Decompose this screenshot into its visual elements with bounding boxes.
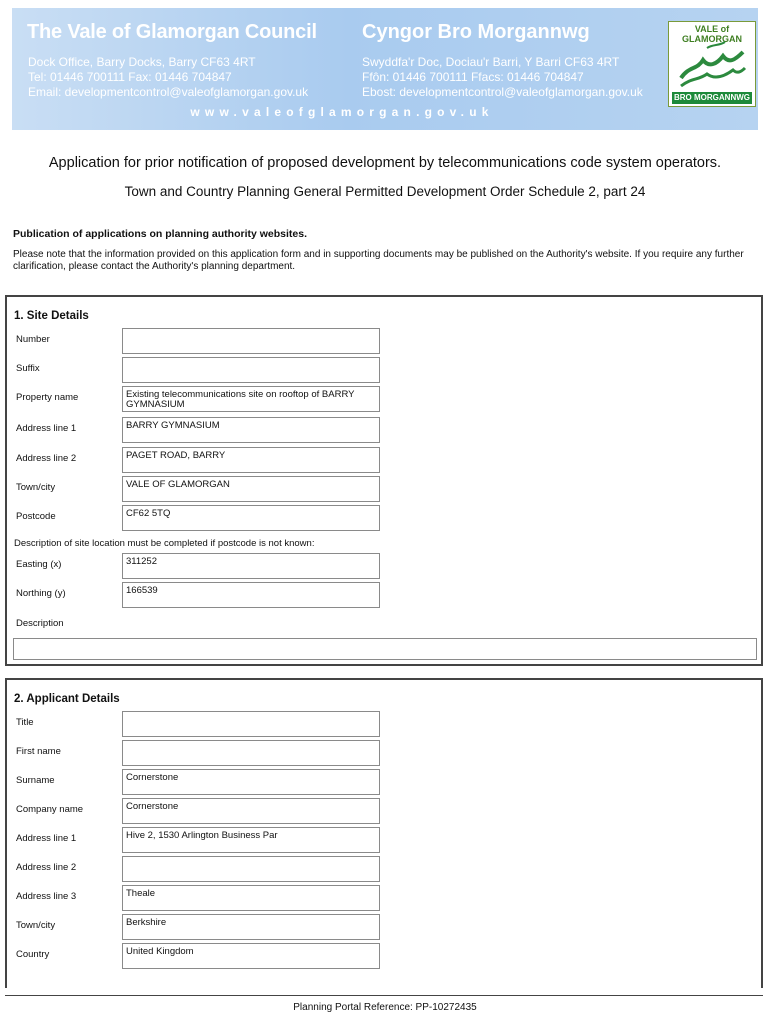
section-title: 2. Applicant Details xyxy=(14,693,120,705)
site-number-row: Number xyxy=(7,328,761,354)
section-title: 1. Site Details xyxy=(14,310,89,322)
council-name-welsh: Cyngor Bro Morgannwg xyxy=(362,21,590,43)
address-welsh: Swyddfa'r Doc, Dociau'r Barri, Y Barri CF63 4RT Ffôn: 01446 700111 Ffacs: 01446 704847 Ebost: developmentcontrol@valeofglamorgan.gov.uk xyxy=(362,55,643,99)
easting-input[interactable]: 311252 xyxy=(122,553,380,579)
applicant-address-line1-row: Address line 1 Hive 2, 1530 Arlington Business Par xyxy=(7,827,761,853)
site-postcode-row: Postcode CF62 5TQ xyxy=(7,505,761,531)
description-input[interactable] xyxy=(13,638,757,660)
form-title: Application for prior notification of proposed development by telecommunications code system operators. xyxy=(48,155,722,171)
site-suffix-input[interactable] xyxy=(122,357,380,383)
description-label: Description xyxy=(16,618,64,629)
applicant-address-line1-input[interactable]: Hive 2, 1530 Arlington Business Par xyxy=(122,827,380,853)
applicant-title-row: Title xyxy=(7,711,761,737)
site-number-input[interactable] xyxy=(122,328,380,354)
applicant-country-row: Country United Kingdom xyxy=(7,943,761,969)
applicant-title-input[interactable] xyxy=(122,711,380,737)
applicant-town-row: Town/city Berkshire xyxy=(7,914,761,940)
address-english: Dock Office, Barry Docks, Barry CF63 4RT Tel: 01446 700111 Fax: 01446 704847 Email: developmentcontrol@valeofglamorgan.gov.uk xyxy=(28,55,309,99)
property-name-input[interactable]: Existing telecommunications site on rooftop of BARRY GYMNASIUM xyxy=(122,386,380,412)
council-name-english: The Vale of Glamorgan Council xyxy=(27,21,317,43)
property-name-row: Property name Existing telecommunications site on rooftop of BARRY GYMNASIUM xyxy=(7,386,761,412)
applicant-surname-row: Surname Cornerstone xyxy=(7,769,761,795)
applicant-company-input[interactable]: Cornerstone xyxy=(122,798,380,824)
site-postcode-input[interactable]: CF62 5TQ xyxy=(122,505,380,531)
applicant-company-row: Company name Cornerstone xyxy=(7,798,761,824)
publication-heading: Publication of applications on planning authority websites. xyxy=(13,228,308,240)
applicant-firstname-row: First name xyxy=(7,740,761,766)
publication-text: Please note that the information provided on this application form and in supporting documents may be published on the Authority's website. If you require any further clarification, please contact the Authority's planning department. xyxy=(13,249,744,272)
planning-portal-reference: Planning Portal Reference: PP-10272435 xyxy=(293,1002,477,1013)
site-suffix-row: Suffix xyxy=(7,357,761,383)
applicant-country-input[interactable]: United Kingdom xyxy=(122,943,380,969)
northing-row: Northing (y) 166539 xyxy=(7,582,761,608)
council-banner xyxy=(12,8,758,130)
easting-row: Easting (x) 311252 xyxy=(7,553,761,579)
council-logo xyxy=(668,21,756,107)
footer-divider xyxy=(5,995,763,996)
site-details-section xyxy=(5,295,763,666)
council-website: www.valeofglamorgan.gov.uk xyxy=(190,105,494,119)
applicant-surname-input[interactable]: Cornerstone xyxy=(122,769,380,795)
location-note: Description of site location must be completed if postcode is not known: xyxy=(14,538,315,549)
form-subtitle: Town and Country Planning General Permitted Development Order Schedule 2, part 24 xyxy=(124,184,646,199)
applicant-firstname-input[interactable] xyxy=(122,740,380,766)
waves-icon xyxy=(677,38,747,90)
site-town-row: Town/city VALE OF GLAMORGAN xyxy=(7,476,761,502)
site-address-line2-row: Address line 2 PAGET ROAD, BARRY xyxy=(7,447,761,473)
site-address-line1-row: Address line 1 BARRY GYMNASIUM xyxy=(7,417,761,443)
northing-input[interactable]: 166539 xyxy=(122,582,380,608)
applicant-address-line2-input[interactable] xyxy=(122,856,380,882)
logo-bottom-text: BRO MORGANNWG xyxy=(674,93,750,102)
applicant-address-line3-row: Address line 3 Theale xyxy=(7,885,761,911)
site-address-line1-input[interactable]: BARRY GYMNASIUM xyxy=(122,417,380,443)
site-address-line2-input[interactable]: PAGET ROAD, BARRY xyxy=(122,447,380,473)
applicant-address-line3-input[interactable]: Theale xyxy=(122,885,380,911)
applicant-address-line2-row: Address line 2 xyxy=(7,856,761,882)
applicant-details-section xyxy=(5,678,763,988)
site-town-input[interactable]: VALE OF GLAMORGAN xyxy=(122,476,380,502)
applicant-town-input[interactable]: Berkshire xyxy=(122,914,380,940)
logo-top-text: VALE of GLAMORGAN xyxy=(682,24,742,44)
